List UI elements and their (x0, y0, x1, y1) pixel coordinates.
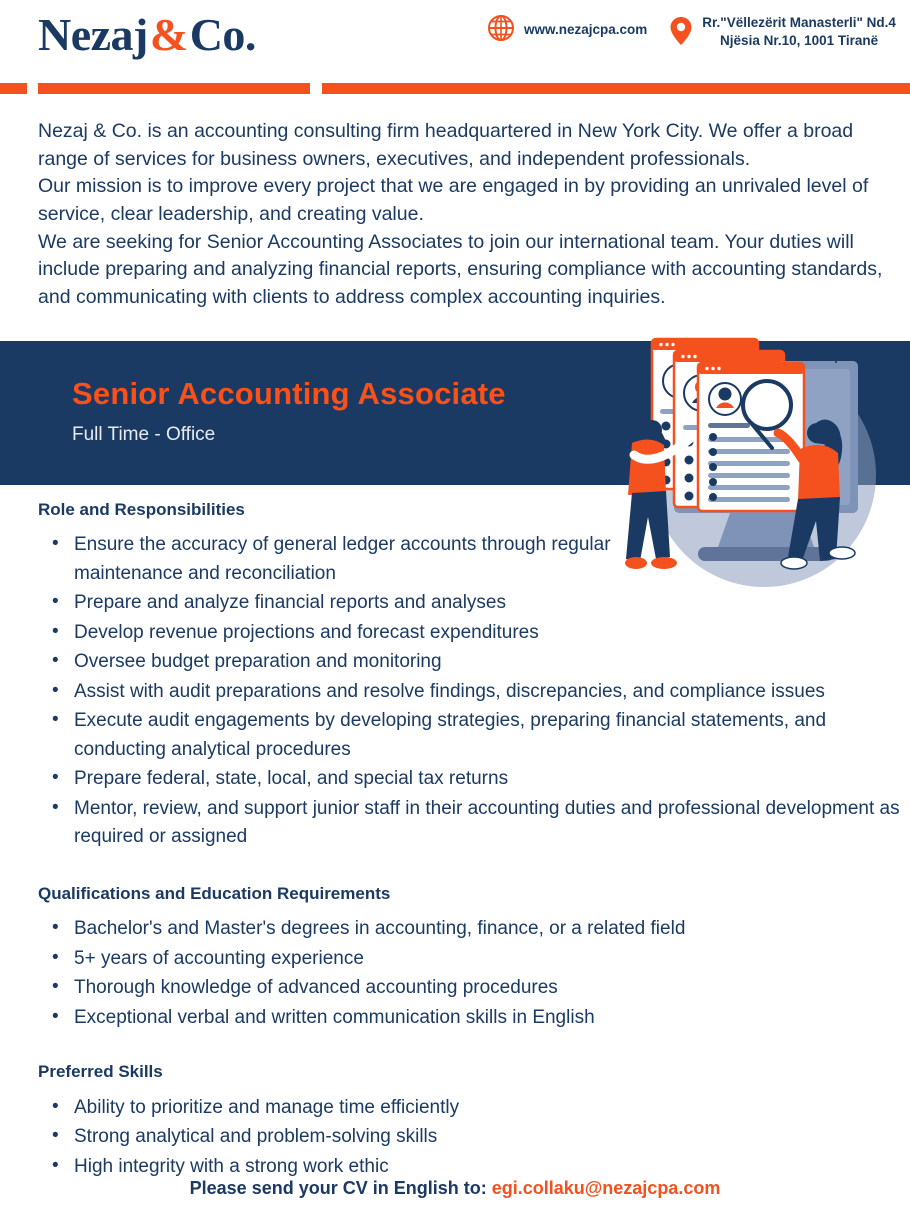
list-item: • High integrity with a strong work ethic (38, 1153, 910, 1182)
address-contact (669, 14, 896, 51)
section-preferred-skills (0, 1062, 910, 1181)
logo-ampersand: & (149, 9, 188, 60)
job-type: Full Time - Office (72, 424, 216, 446)
logo-text-secondary: Co. (189, 9, 256, 60)
address-line-1: Rr."Vëllezërit Manasterli" Nd.4 (702, 15, 896, 30)
list-item: • Prepare federal, state, local, and special tax returns (38, 765, 910, 794)
intro-paragraph-1: Nezaj & Co. is an accounting consulting firm headquartered in New York City. We offer a broad range of services for business owners, executives, and independent professionals. (38, 120, 854, 170)
header-contact-block (487, 14, 896, 51)
address-line-2: Njësia Nr.10, 1001 Tiranë (720, 33, 879, 49)
list-item: • Oversee budget preparation and monitoring (38, 648, 910, 677)
website-text: www.nezajcpa.com (524, 22, 648, 38)
apply-instruction: Please send your CV in English to: (189, 1178, 492, 1198)
apply-email[interactable]: egi.collaku@nezajcpa.com (491, 1178, 721, 1198)
list-item: • Exceptional verbal and written communication skills in English (38, 1004, 910, 1033)
list-item: • Ensure the accuracy of general ledger accounts through regular maintenance and reconciliation (38, 531, 634, 588)
logo-text-primary: Nezaj (38, 9, 148, 60)
list-item: • Strong analytical and problem-solving skills (38, 1123, 910, 1152)
section-responsibilities (0, 500, 910, 852)
preferred-skills-list (0, 1094, 910, 1182)
page-header (0, 0, 910, 80)
list-item: • Prepare and analyze financial reports and analyses (38, 589, 910, 618)
job-title-banner-content (72, 377, 506, 446)
section-title: Qualifications and Education Requirements (38, 883, 391, 903)
divider-segment-right (322, 83, 910, 94)
divider-segment-left (0, 83, 27, 94)
section-title: Preferred Skills (38, 1062, 163, 1082)
job-title: Senior Accounting Associate (72, 376, 506, 411)
responsibilities-list (0, 531, 910, 852)
list-item: • Mentor, review, and support junior staff in their accounting duties and professional development as required or assigned (38, 795, 910, 852)
apply-footer (0, 1178, 910, 1200)
intro-text (38, 118, 904, 312)
list-item: • Thorough knowledge of advanced accounting procedures (38, 974, 910, 1003)
list-item: • Assist with audit preparations and resolve findings, discrepancies, and compliance issues (38, 678, 910, 707)
website-contact[interactable] (487, 14, 647, 47)
intro-paragraph-2: Our mission is to improve every project that we are engaged in by providing an unrivaled level of service, clear leadership, and creating value. (38, 175, 869, 226)
list-item: • Develop revenue projections and forecast expenditures (38, 619, 910, 648)
list-item: • 5+ years of accounting experience (38, 945, 910, 974)
header-divider (0, 83, 910, 94)
divider-segment-middle (38, 83, 310, 94)
address-text (702, 14, 896, 50)
location-pin-icon (669, 16, 693, 51)
globe-icon (487, 14, 515, 47)
section-title: Role and Responsibilities (38, 500, 245, 519)
qualifications-list (0, 915, 910, 1032)
company-logo (38, 8, 256, 61)
section-qualifications (0, 884, 910, 1032)
job-details-content (0, 500, 910, 1182)
list-item: • Ability to prioritize and manage time efficiently (38, 1094, 910, 1123)
list-item: • Execute audit engagements by developing strategies, preparing financial statements, and conducting analytical procedures (38, 707, 910, 764)
list-item: • Bachelor's and Master's degrees in accounting, finance, or a related field (38, 915, 910, 944)
intro-paragraph-3: We are seeking for Senior Accounting Associates to join our international team. Your duties will include preparing and analyzing financial reports, ensuring compliance with accounting standards, and communicating with clients to address complex accounting inquiries. (38, 230, 883, 309)
